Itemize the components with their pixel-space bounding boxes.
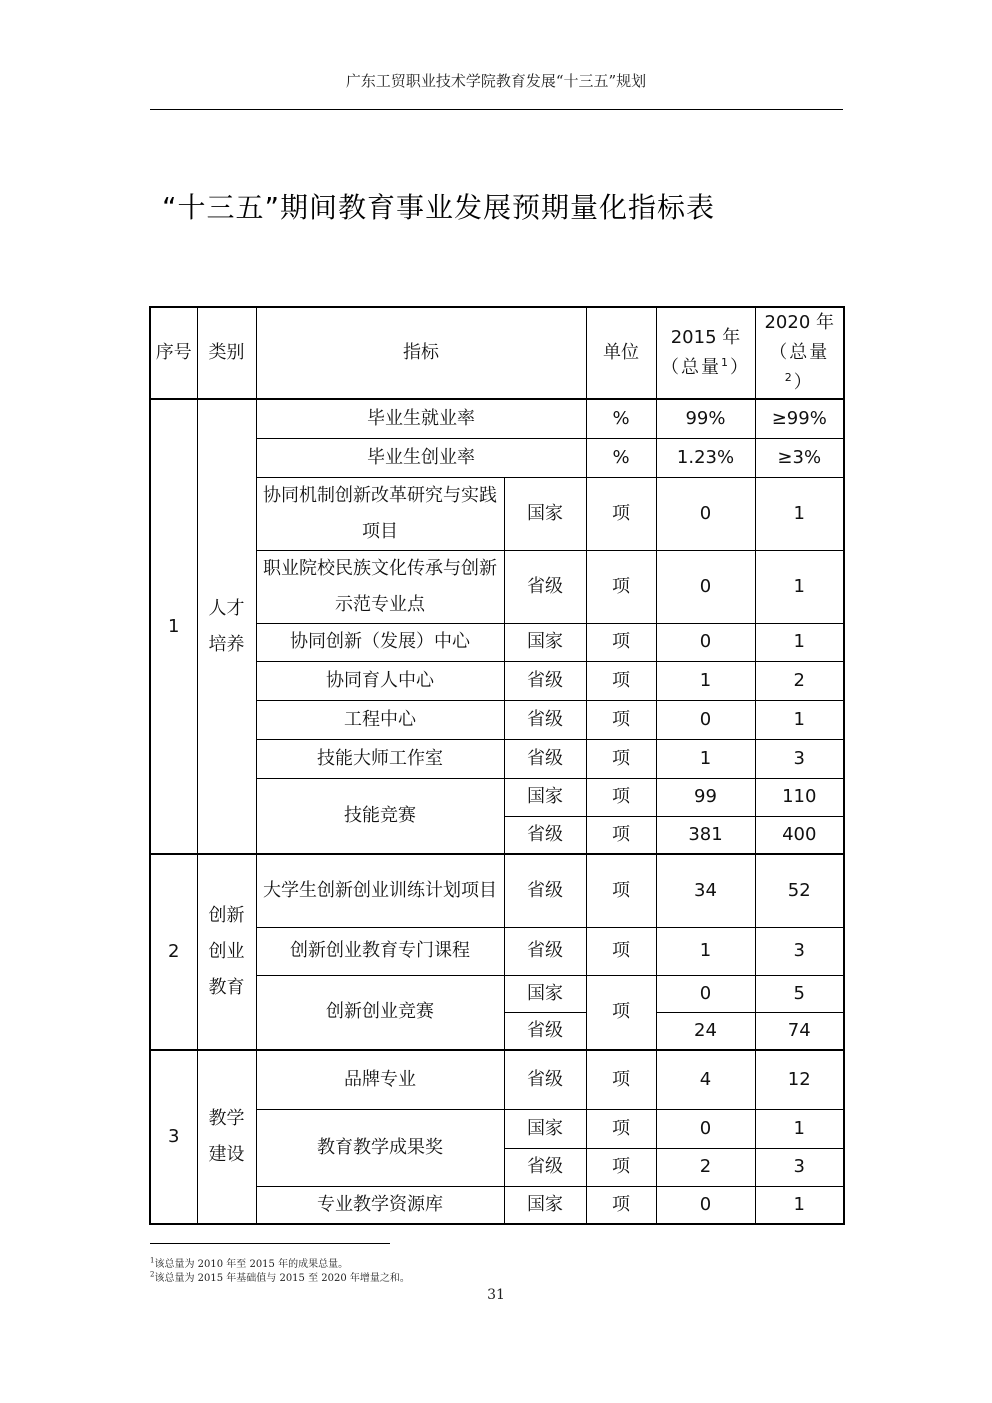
value-2020-cell: ≥3% [755, 438, 844, 477]
indicator-table [149, 306, 845, 1225]
unit-cell: 项 [586, 1148, 656, 1186]
indicator-cell: 技能竞赛 [256, 778, 504, 854]
unit-cell: 项 [586, 550, 656, 623]
category-cell: 创新创业教育 [197, 854, 256, 1050]
value-2015-cell: 381 [656, 816, 755, 854]
level-cell: 国家 [504, 1186, 586, 1224]
value-2020-cell: 3 [755, 739, 844, 778]
unit-cell: 项 [586, 700, 656, 739]
unit-cell: 项 [586, 927, 656, 975]
page-number: 31 [487, 1287, 505, 1303]
value-2015-cell: 1 [656, 661, 755, 700]
document-title: “十三五”期间教育事业发展预期量化指标表 [162, 191, 716, 224]
value-2015-cell: 0 [656, 623, 755, 661]
footnote-rule [150, 1243, 390, 1244]
value-2020-cell: 110 [755, 778, 844, 816]
header-2015-year: 2015 年 [670, 327, 741, 348]
unit-cell: 项 [586, 1109, 656, 1148]
unit-cell: 项 [586, 975, 656, 1050]
value-2020-cell: 12 [755, 1050, 844, 1109]
table-row [150, 854, 844, 927]
level-cell: 省级 [504, 816, 586, 854]
unit-cell: % [586, 399, 656, 438]
indicator-cell: 创新创业教育专门课程 [256, 927, 504, 975]
value-2020-cell: ≥99% [755, 399, 844, 438]
value-2015-cell: 4 [656, 1050, 755, 1109]
level-cell: 省级 [504, 739, 586, 778]
unit-cell: 项 [586, 661, 656, 700]
value-2020-cell: 74 [755, 1012, 844, 1050]
indicator-cell: 协同机制创新改革研究与实践项目 [256, 477, 504, 550]
header-2020-note: （总量$^2$） [769, 342, 830, 393]
value-2020-cell: 1 [755, 700, 844, 739]
value-2015-cell: 1 [656, 739, 755, 778]
footnote-2 [150, 1269, 410, 1284]
indicator-cell: 毕业生就业率 [256, 399, 586, 438]
header-seq: 序号 [150, 307, 197, 399]
running-header: 广东工贸职业技术学院教育发展“十三五”规划 [345, 72, 647, 90]
level-cell: 国家 [504, 477, 586, 550]
value-2015-cell: 1 [656, 927, 755, 975]
level-cell: 国家 [504, 778, 586, 816]
value-2015-cell: 0 [656, 975, 755, 1012]
footnote-mark: 1 [150, 1256, 155, 1265]
value-2020-cell: 3 [755, 927, 844, 975]
value-2020-cell: 1 [755, 1109, 844, 1148]
value-2020-cell: 1 [755, 477, 844, 550]
seq-cell: 2 [150, 854, 197, 1050]
level-cell: 国家 [504, 1109, 586, 1148]
unit-cell: 项 [586, 477, 656, 550]
value-2015-cell: 1.23% [656, 438, 755, 477]
level-cell: 国家 [504, 623, 586, 661]
table-row [150, 1050, 844, 1109]
unit-cell: 项 [586, 623, 656, 661]
indicator-cell: 大学生创新创业训练计划项目 [256, 854, 504, 927]
unit-cell: 项 [586, 1186, 656, 1224]
value-2020-cell: 3 [755, 1148, 844, 1186]
footnote-text: 该总量为 2010 年至 2015 年的成果总量。 [154, 1259, 349, 1270]
value-2020-cell: 52 [755, 854, 844, 927]
value-2015-cell: 0 [656, 1109, 755, 1148]
level-cell: 国家 [504, 975, 586, 1012]
indicator-cell: 协同创新（发展）中心 [256, 623, 504, 661]
value-2020-cell: 2 [755, 661, 844, 700]
header-indicator: 指标 [256, 307, 586, 399]
indicator-cell: 职业院校民族文化传承与创新示范专业点 [256, 550, 504, 623]
unit-cell: 项 [586, 778, 656, 816]
header-2015 [656, 307, 755, 399]
indicator-cell: 协同育人中心 [256, 661, 504, 700]
indicator-cell: 技能大师工作室 [256, 739, 504, 778]
header-rule [150, 109, 843, 110]
seq-cell: 3 [150, 1050, 197, 1224]
level-cell: 省级 [504, 550, 586, 623]
value-2015-cell: 0 [656, 1186, 755, 1224]
value-2020-cell: 5 [755, 975, 844, 1012]
level-cell: 省级 [504, 1050, 586, 1109]
value-2015-cell: 0 [656, 550, 755, 623]
footnote-ref-2: 2 [784, 371, 794, 384]
level-cell: 省级 [504, 1012, 586, 1050]
level-cell: 省级 [504, 854, 586, 927]
value-2015-cell: 34 [656, 854, 755, 927]
table-row [150, 399, 844, 438]
indicator-cell: 创新创业竞赛 [256, 975, 504, 1050]
header-2020-year: 2020 年 [764, 312, 835, 333]
value-2020-cell: 400 [755, 816, 844, 854]
value-2015-cell: 24 [656, 1012, 755, 1050]
value-2015-cell: 2 [656, 1148, 755, 1186]
table-header-row [150, 307, 844, 399]
value-2015-cell: 0 [656, 700, 755, 739]
seq-cell: 1 [150, 399, 197, 854]
level-cell: 省级 [504, 661, 586, 700]
category-cell: 人才培养 [197, 399, 256, 854]
indicator-cell: 毕业生创业率 [256, 438, 586, 477]
footnote-mark: 2 [150, 1270, 155, 1279]
level-cell: 省级 [504, 700, 586, 739]
value-2015-cell: 99 [656, 778, 755, 816]
header-category: 类别 [197, 307, 256, 399]
footnote-text: 该总量为 2015 年基础值与 2015 至 2020 年增量之和。 [154, 1273, 410, 1284]
footnote-1 [150, 1255, 348, 1270]
indicator-cell: 教育教学成果奖 [256, 1109, 504, 1186]
header-unit: 单位 [586, 307, 656, 399]
unit-cell: 项 [586, 739, 656, 778]
value-2020-cell: 1 [755, 623, 844, 661]
value-2020-cell: 1 [755, 550, 844, 623]
footnote-ref-1: 1 [721, 356, 730, 369]
value-2015-cell: 0 [656, 477, 755, 550]
value-2015-cell: 99% [656, 399, 755, 438]
unit-cell: 项 [586, 854, 656, 927]
value-2020-cell: 1 [755, 1186, 844, 1224]
unit-cell: 项 [586, 816, 656, 854]
indicator-cell: 工程中心 [256, 700, 504, 739]
unit-cell: % [586, 438, 656, 477]
header-2015-note: （总量$^1$） [661, 356, 750, 378]
level-cell: 省级 [504, 1148, 586, 1186]
level-cell: 省级 [504, 927, 586, 975]
unit-cell: 项 [586, 1050, 656, 1109]
category-cell: 教学建设 [197, 1050, 256, 1224]
indicator-cell: 品牌专业 [256, 1050, 504, 1109]
indicator-cell: 专业教学资源库 [256, 1186, 504, 1224]
header-2020 [755, 307, 844, 399]
